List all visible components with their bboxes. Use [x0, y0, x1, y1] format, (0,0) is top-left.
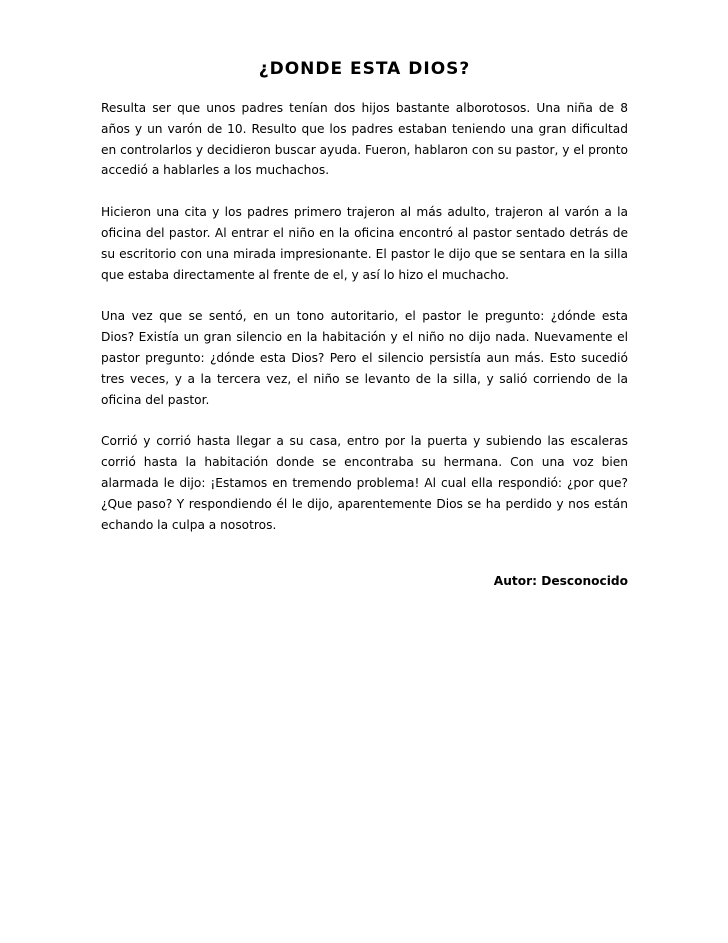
document-page: [101, 58, 628, 591]
paragraph-3: Una vez que se sentó, en un tono autoritario, el pastor le pregunto: ¿dónde esta Dios? Existía un gran silencio en la habitación y el niño no dijo nada. Nuevamente el pastor pregunto: ¿dónde esta Dios? Pero el silencio persistía aun más. Esto sucedió tres veces, y a la tercera vez, el niño se levanto de la silla, y salió corriendo de la oficina del pastor.: [101, 309, 628, 407]
paragraph-2: Hicieron una cita y los padres primero trajeron al más adulto, trajeron al varón a la oficina del pastor. Al entrar el niño en la oficina encontró al pastor sentado detrás de su escritorio con una mirada impresionante. El pastor le dijo que se sentara en la silla que estaba directamente al frente de el, y así lo hizo el muchacho.: [101, 205, 628, 282]
paragraph-4: Corrió y corrió hasta llegar a su casa, entro por la puerta y subiendo las escaleras corrió hasta la habitación donde se encontraba su hermana. Con una voz bien alarmada le dijo: ¡Estamos en tremendo problema! Al cual ella respondió: ¿por que? ¿Que paso? Y respondiendo él le dijo, aparentemente Dios se ha perdido y nos están echando la culpa a nosotros.: [101, 434, 628, 532]
document-title: ¿DONDE ESTA DIOS?: [258, 59, 471, 79]
author-line: Autor: Desconocido: [493, 574, 628, 589]
paragraph-1: Resulta ser que unos padres tenían dos hijos bastante alborotosos. Una niña de 8 años y un varón de 10. Resulto que los padres estaban teniendo una gran dificultad en controlarlos y decidieron buscar ayuda. Fueron, hablaron con su pastor, y el pronto accedió a hablarles a los muchachos.: [101, 101, 628, 178]
